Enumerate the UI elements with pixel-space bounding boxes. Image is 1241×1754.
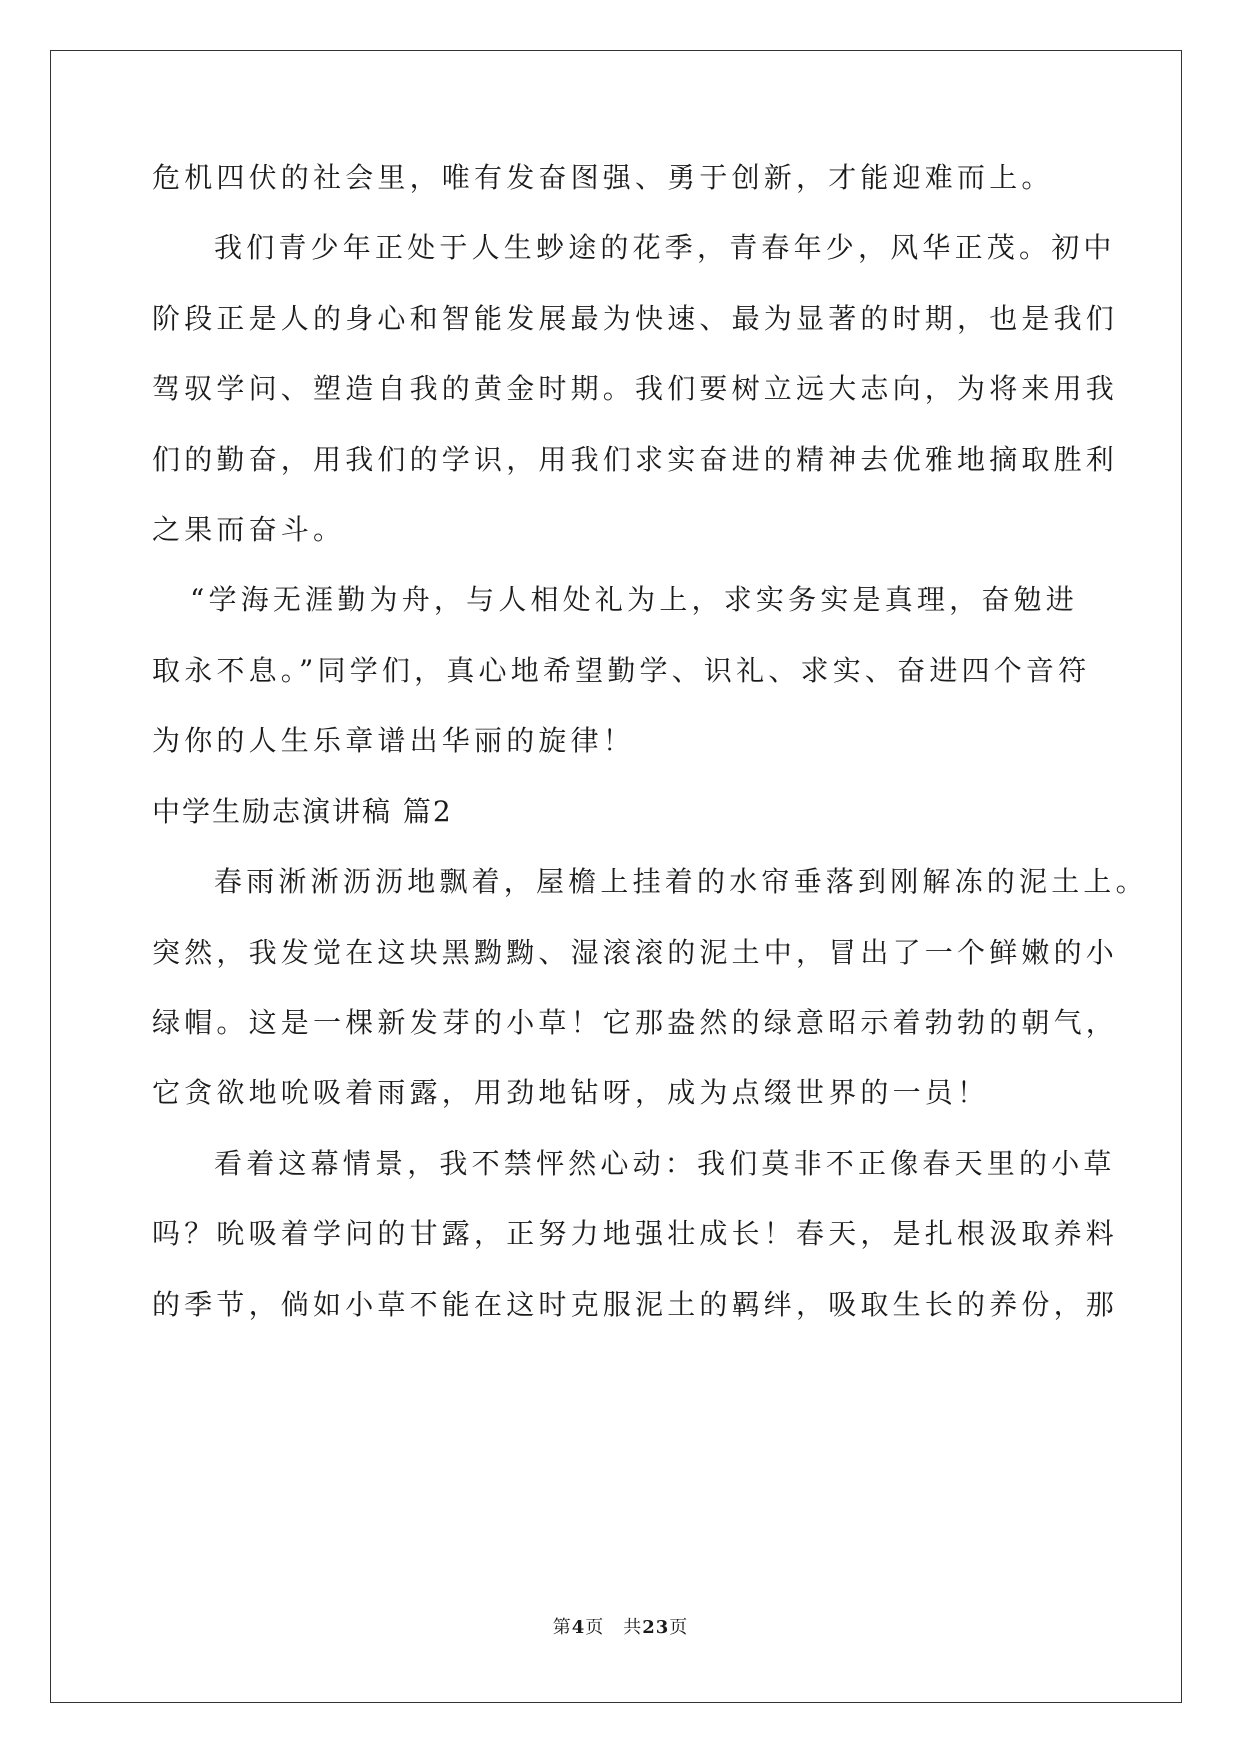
page-footer — [0, 1616, 1241, 1640]
text-line: 之果而奋斗。 — [152, 513, 346, 546]
text-line: 的季节，倘如小草不能在这时克服泥土的羁绊，吸取生长的养份，那 — [152, 1288, 1119, 1321]
text-line: 为你的人生乐章谱出华丽的旋律！ — [152, 724, 636, 757]
text-line: 吗？吮吸着学问的甘露，正努力地强壮成长！春天，是扎根汲取养料 — [152, 1217, 1119, 1250]
section-heading: 中学生励志演讲稿 篇2 — [152, 795, 453, 828]
text-line: 它贪欲地吮吸着雨露，用劲地钻呀，成为点缀世界的一员！ — [152, 1076, 990, 1109]
text-line: 取永不息。”同学们，真心地希望勤学、识礼、求实、奋进四个音符 — [152, 654, 1091, 687]
text-line: 驾驭学问、塑造自我的黄金时期。我们要树立远大志向，为将来用我 — [152, 372, 1119, 405]
text-line: 阶段正是人的身心和智能发展最为快速、最为显著的时期，也是我们 — [152, 302, 1119, 335]
text-line: 春雨淅淅沥沥地飘着，屋檐上挂着的水帘垂落到刚解冻的泥土上。 — [214, 865, 1148, 898]
text-line: 我们青少年正处于人生䖢途的花季，青春年少，风华正茂。初中 — [214, 231, 1116, 264]
footer-prefix: 第 — [552, 1617, 572, 1638]
total-page-number: 23 — [642, 1617, 670, 1638]
text-line: “学海无涯勤为舟，与人相处礼为上，求实务实是真理，奋勉进 — [190, 583, 1078, 616]
current-page-number: 4 — [571, 1617, 586, 1638]
text-line: 绿帽。这是一棵新发芽的小草！它那盎然的绿意昭示着勃勃的朝气， — [152, 1006, 1119, 1039]
text-line: 们的勤奋，用我们的学识，用我们求实奋进的精神去优雅地摘取胜利 — [152, 443, 1119, 476]
text-line: 突然，我发觉在这块黑黝黝、湿滚滚的泥土中，冒出了一个鲜嫩的小 — [152, 936, 1119, 969]
footer-middle: 页 共 — [585, 1617, 643, 1638]
footer-suffix: 页 — [669, 1617, 689, 1638]
text-line: 危机四伏的社会里，唯有发奋图强、勇于创新，才能迎难而上。 — [152, 161, 1054, 194]
text-line: 看着这幕情景，我不禁怦然心动：我们莫非不正像春天里的小草 — [214, 1147, 1116, 1180]
